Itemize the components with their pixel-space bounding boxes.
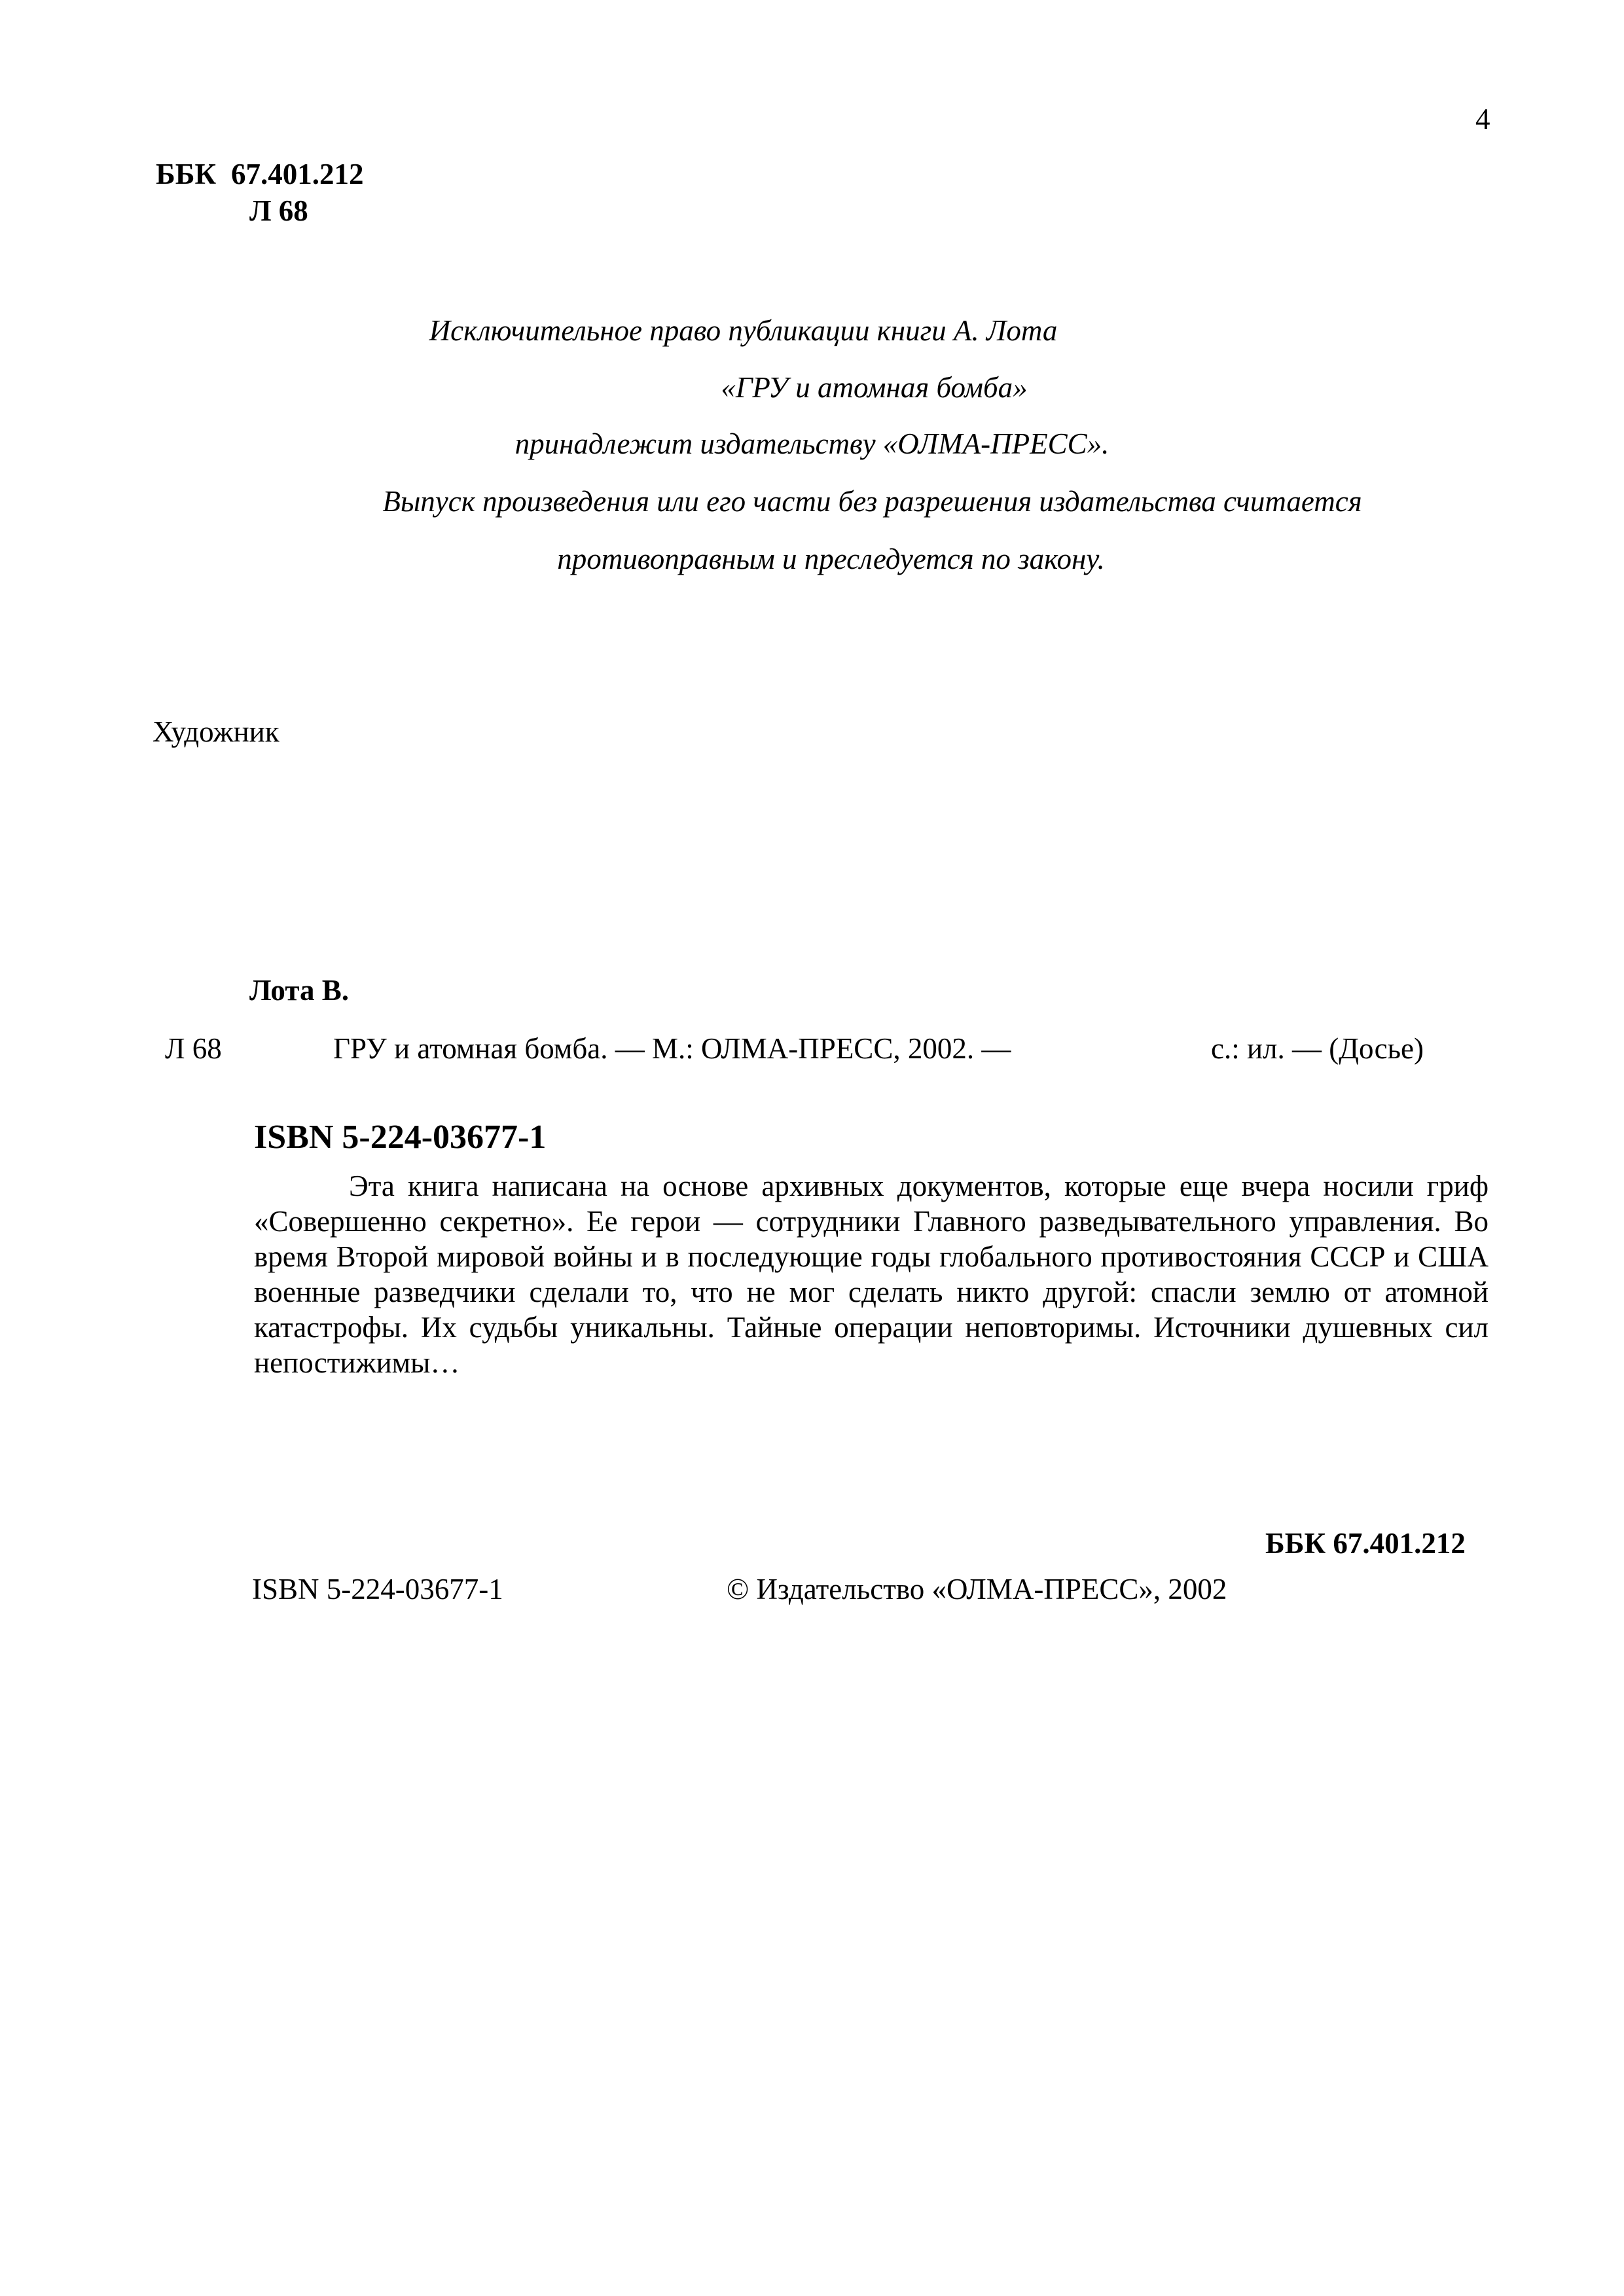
- isbn-heading: ISBN 5-224-03677-1: [254, 1119, 547, 1156]
- bbk-label: ББК: [156, 158, 217, 190]
- author-name: Лота В.: [249, 974, 349, 1007]
- biblio-title-line: ГРУ и атомная бомба. — М.: ОЛМА-ПРЕСС, 2002. —: [333, 1032, 1011, 1065]
- page-number: 4: [1475, 103, 1490, 135]
- footer-bbk: ББК 67.401.212: [1265, 1527, 1466, 1560]
- copyright-notice: © Издательство «ОЛМА-ПРЕСС», 2002: [727, 1573, 1227, 1605]
- annotation-paragraph: Эта книга написана на основе архивных документов, которые еще вчера носили гриф «Совершенно секретно». Ее герои — сотрудники Главного разведывательного управления. Во время Второй мировой войны и в последующие годы глобального противостояния СССР и США военные разведчики сделали то, что не мог сделать никто другой: спасли землю от атомной катастрофы. Их судьбы уникальны. Тайные операции неповторимы. Источники душевных сил непостижимы…: [254, 1170, 1489, 1379]
- bbk-code: 67.401.212: [231, 158, 364, 190]
- author-mark: Л 68: [249, 194, 308, 227]
- rights-line: Исключительное право публикации книги А. Лота: [429, 314, 1058, 347]
- biblio-pages-line: с.: ил. — (Досье): [1211, 1032, 1424, 1065]
- rights-line: «ГРУ и атомная бомба»: [721, 371, 1028, 404]
- footer-isbn: ISBN 5-224-03677-1: [252, 1573, 503, 1605]
- rights-line: Выпуск произведения или его части без разрешения издательства считается: [382, 485, 1362, 518]
- rights-line: принадлежит издательству «ОЛМА-ПРЕСС».: [514, 427, 1110, 460]
- rights-line: противоправным и преследуется по закону.: [557, 543, 1105, 575]
- biblio-author-mark: Л 68: [165, 1032, 222, 1065]
- artist-label: Художник: [153, 715, 280, 748]
